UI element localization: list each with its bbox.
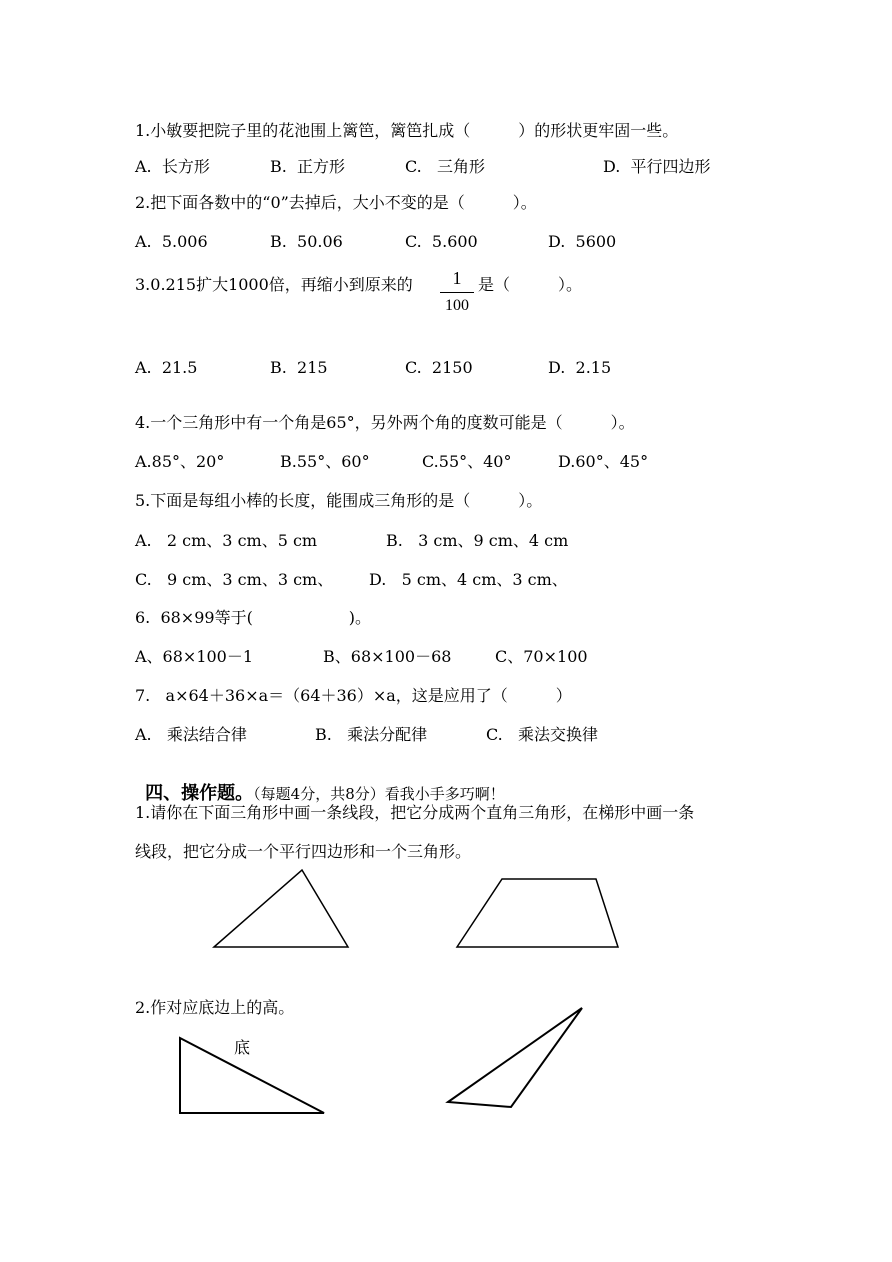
- question-5-option-c: C. 9 cm、3 cm、3 cm、: [135, 570, 334, 589]
- question-3-option-a: A. 21.5: [135, 358, 198, 377]
- question-2-option-a: A. 5.006: [135, 232, 208, 251]
- question-5-option-b: B. 3 cm、9 cm、4 cm: [386, 531, 569, 550]
- question-1-option-a: A. 长方形: [135, 157, 210, 176]
- question-4-option-a: A.85°、20°: [135, 452, 225, 471]
- question-5-option-a: A. 2 cm、3 cm、5 cm: [135, 531, 318, 550]
- section-4-title: 四、操作题。: [145, 783, 254, 804]
- question-4-stem: 4.一个三角形中有一个角是65°，另外两个角的度数可能是（ ）。: [135, 413, 635, 432]
- triangle-figure: [214, 870, 348, 947]
- problem-1-line-1: 1.请你在下面三角形中画一条线段，把它分成两个直角三角形，在梯形中画一条: [135, 803, 695, 822]
- problem-1-line-2: 线段，把它分成一个平行四边形和一个三角形。: [135, 842, 472, 861]
- question-4-option-d: D.60°、45°: [558, 452, 649, 471]
- question-2-option-d: D. 5600: [548, 232, 617, 251]
- question-6-option-c: C、70×100: [495, 647, 588, 666]
- problem-2-text: 2.作对应底边上的高。: [135, 998, 295, 1017]
- question-5-stem: 5.下面是每组小棒的长度，能围成三角形的是（ ）。: [135, 491, 543, 510]
- question-1-option-d: D. 平行四边形: [603, 157, 711, 176]
- question-6-option-b: B、68×100－68: [323, 647, 452, 666]
- question-3-stem-pre: 3.0.215扩大1000倍，再缩小到原来的: [135, 275, 413, 294]
- question-6-stem: 6. 68×99等于( )。: [135, 608, 372, 627]
- question-1-option-c: C. 三角形: [405, 157, 486, 176]
- question-7-option-a: A. 乘法结合律: [135, 725, 247, 744]
- question-6-option-a: A、68×100－1: [135, 647, 254, 666]
- question-3-option-d: D. 2.15: [548, 358, 612, 377]
- question-7-option-c: C. 乘法交换律: [486, 725, 599, 744]
- question-1-stem: 1.小敏要把院子里的花池围上篱笆，篱笆扎成（ ）的形状更牢固一些。: [135, 121, 679, 140]
- question-3-option-c: C. 2150: [405, 358, 473, 377]
- base-label: 底: [234, 1038, 251, 1057]
- trapezoid-figure: [457, 879, 618, 947]
- question-3-option-b: B. 215: [270, 358, 328, 377]
- question-4-option-b: B.55°、60°: [280, 452, 370, 471]
- question-1-option-b: B. 正方形: [270, 157, 346, 176]
- section-4-instructions: （每题4分，共8分）看我小手多巧啊！: [253, 785, 505, 803]
- question-7-stem: 7. a×64＋36×a＝（64＋36）×a，这是应用了（ ）: [135, 686, 572, 705]
- question-7-option-b: B. 乘法分配律: [315, 725, 428, 744]
- fraction-numerator: 1: [452, 268, 462, 288]
- fraction-denominator: 100: [445, 297, 469, 314]
- question-2-stem: 2.把下面各数中的“0”去掉后，大小不变的是（ ）。: [135, 193, 537, 212]
- question-5-option-d: D. 5 cm、4 cm、3 cm、: [369, 570, 568, 589]
- question-2-option-b: B. 50.06: [270, 232, 343, 251]
- right-triangle-figure: [180, 1038, 324, 1113]
- question-4-option-c: C.55°、40°: [422, 452, 512, 471]
- question-3-stem-post: 是（ ）。: [478, 275, 583, 294]
- obtuse-triangle-figure: [448, 1008, 582, 1107]
- question-2-option-c: C. 5.600: [405, 232, 478, 251]
